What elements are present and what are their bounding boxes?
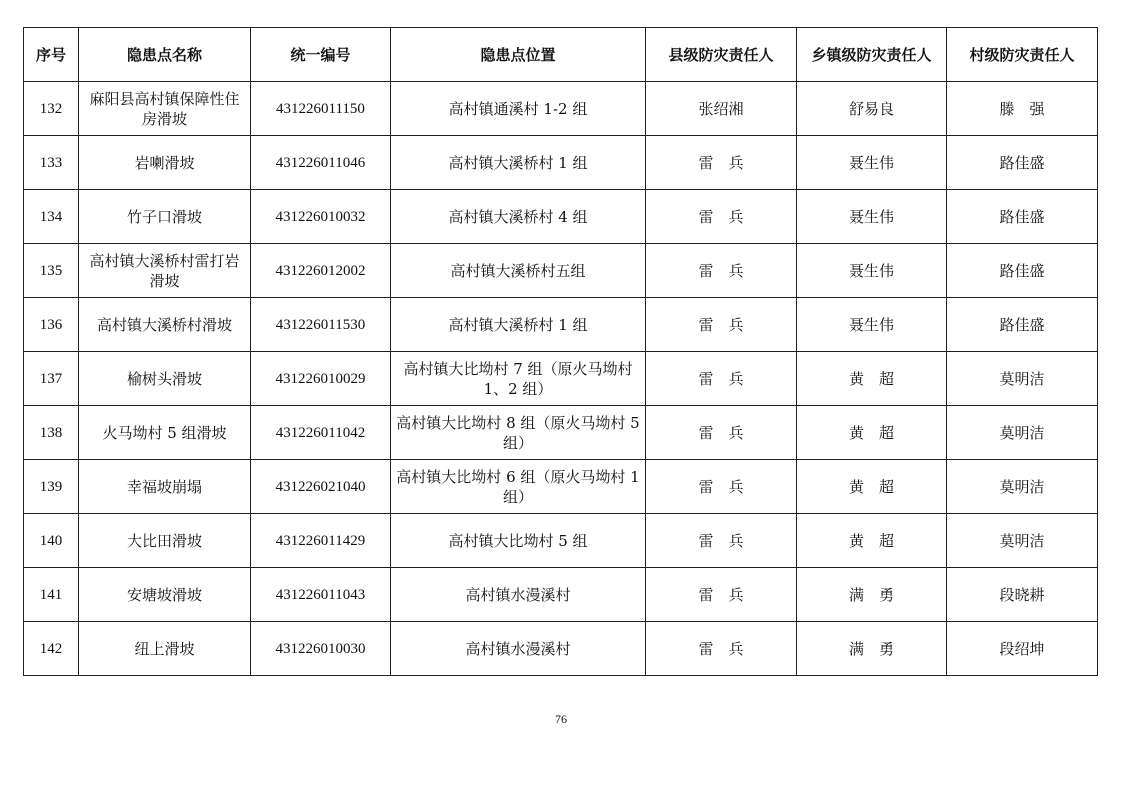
cell-town-responsible: 聂生伟 — [797, 298, 947, 352]
cell-village-responsible: 莫明洁 — [947, 514, 1098, 568]
header-hazard-location: 隐患点位置 — [391, 28, 646, 82]
cell-county-responsible: 雷 兵 — [646, 460, 797, 514]
cell-village-responsible: 段绍坤 — [947, 622, 1098, 676]
cell-hazard-location: 高村镇大比坳村 6 组（原火马坳村 1 组） — [391, 460, 646, 514]
cell-hazard-location: 高村镇通溪村 1-2 组 — [391, 82, 646, 136]
cell-town-responsible: 黄 超 — [797, 460, 947, 514]
cell-town-responsible: 聂生伟 — [797, 136, 947, 190]
table-row — [24, 298, 1098, 352]
cell-serial-number: 135 — [24, 244, 79, 298]
header-town-responsible: 乡镇级防灾责任人 — [797, 28, 947, 82]
cell-county-responsible: 雷 兵 — [646, 514, 797, 568]
cell-unified-code: 431226010032 — [251, 190, 391, 244]
cell-town-responsible: 聂生伟 — [797, 244, 947, 298]
header-village-responsible: 村级防灾责任人 — [947, 28, 1098, 82]
cell-serial-number: 142 — [24, 622, 79, 676]
cell-town-responsible: 黄 超 — [797, 352, 947, 406]
cell-village-responsible: 莫明洁 — [947, 352, 1098, 406]
cell-hazard-name: 高村镇大溪桥村滑坡 — [79, 298, 251, 352]
cell-town-responsible: 黄 超 — [797, 514, 947, 568]
cell-village-responsible: 莫明洁 — [947, 406, 1098, 460]
cell-hazard-location: 高村镇大比坳村 8 组（原火马坳村 5 组） — [391, 406, 646, 460]
cell-county-responsible: 雷 兵 — [646, 298, 797, 352]
table-row — [24, 514, 1098, 568]
cell-county-responsible: 雷 兵 — [646, 244, 797, 298]
cell-serial-number: 138 — [24, 406, 79, 460]
cell-hazard-name: 竹子口滑坡 — [79, 190, 251, 244]
cell-county-responsible: 雷 兵 — [646, 352, 797, 406]
cell-hazard-location: 高村镇大溪桥村 4 组 — [391, 190, 646, 244]
cell-town-responsible: 聂生伟 — [797, 190, 947, 244]
cell-hazard-name: 大比田滑坡 — [79, 514, 251, 568]
cell-unified-code: 431226011046 — [251, 136, 391, 190]
table-row — [24, 568, 1098, 622]
cell-unified-code: 431226011429 — [251, 514, 391, 568]
cell-hazard-name: 安塘坡滑坡 — [79, 568, 251, 622]
table-row — [24, 82, 1098, 136]
table-row — [24, 136, 1098, 190]
cell-hazard-location: 高村镇大溪桥村 1 组 — [391, 298, 646, 352]
cell-serial-number: 134 — [24, 190, 79, 244]
cell-hazard-location: 高村镇水漫溪村 — [391, 568, 646, 622]
table-body — [24, 82, 1098, 676]
cell-hazard-location: 高村镇大比坳村 7 组（原火马坳村 1、2 组） — [391, 352, 646, 406]
cell-hazard-location: 高村镇大溪桥村五组 — [391, 244, 646, 298]
cell-hazard-name: 高村镇大溪桥村雷打岩滑坡 — [79, 244, 251, 298]
cell-town-responsible: 满 勇 — [797, 622, 947, 676]
cell-serial-number: 137 — [24, 352, 79, 406]
cell-village-responsible: 滕 强 — [947, 82, 1098, 136]
table-row — [24, 406, 1098, 460]
cell-hazard-location: 高村镇水漫溪村 — [391, 622, 646, 676]
cell-serial-number: 139 — [24, 460, 79, 514]
cell-county-responsible: 张绍湘 — [646, 82, 797, 136]
cell-village-responsible: 路佳盛 — [947, 136, 1098, 190]
cell-town-responsible: 满 勇 — [797, 568, 947, 622]
header-hazard-name: 隐患点名称 — [79, 28, 251, 82]
cell-unified-code: 431226011043 — [251, 568, 391, 622]
table-row — [24, 352, 1098, 406]
cell-unified-code: 431226011042 — [251, 406, 391, 460]
cell-hazard-name: 榆树头滑坡 — [79, 352, 251, 406]
cell-serial-number: 132 — [24, 82, 79, 136]
cell-village-responsible: 路佳盛 — [947, 190, 1098, 244]
table-header — [24, 28, 1098, 82]
cell-town-responsible: 舒易良 — [797, 82, 947, 136]
cell-village-responsible: 路佳盛 — [947, 244, 1098, 298]
cell-hazard-location: 高村镇大溪桥村 1 组 — [391, 136, 646, 190]
header-unified-code: 统一编号 — [251, 28, 391, 82]
cell-serial-number: 133 — [24, 136, 79, 190]
cell-hazard-name: 幸福坡崩塌 — [79, 460, 251, 514]
cell-village-responsible: 段晓耕 — [947, 568, 1098, 622]
cell-hazard-name: 岩喇滑坡 — [79, 136, 251, 190]
cell-village-responsible: 莫明洁 — [947, 460, 1098, 514]
header-serial-number: 序号 — [24, 28, 79, 82]
page-number: 76 — [555, 712, 567, 726]
header-row — [24, 28, 1098, 82]
hazard-points-table — [23, 27, 1098, 676]
cell-county-responsible: 雷 兵 — [646, 568, 797, 622]
cell-unified-code: 431226012002 — [251, 244, 391, 298]
cell-serial-number: 136 — [24, 298, 79, 352]
cell-unified-code: 431226010029 — [251, 352, 391, 406]
cell-hazard-name: 纽上滑坡 — [79, 622, 251, 676]
cell-hazard-location: 高村镇大比坳村 5 组 — [391, 514, 646, 568]
cell-serial-number: 140 — [24, 514, 79, 568]
cell-county-responsible: 雷 兵 — [646, 136, 797, 190]
cell-hazard-name: 火马坳村 5 组滑坡 — [79, 406, 251, 460]
cell-village-responsible: 路佳盛 — [947, 298, 1098, 352]
cell-hazard-name: 麻阳县高村镇保障性住房滑坡 — [79, 82, 251, 136]
header-county-responsible: 县级防灾责任人 — [646, 28, 797, 82]
table-row — [24, 460, 1098, 514]
cell-unified-code: 431226021040 — [251, 460, 391, 514]
table-row — [24, 622, 1098, 676]
cell-county-responsible: 雷 兵 — [646, 190, 797, 244]
cell-town-responsible: 黄 超 — [797, 406, 947, 460]
table-row — [24, 244, 1098, 298]
cell-unified-code: 431226010030 — [251, 622, 391, 676]
table-row — [24, 190, 1098, 244]
cell-serial-number: 141 — [24, 568, 79, 622]
cell-unified-code: 431226011530 — [251, 298, 391, 352]
cell-unified-code: 431226011150 — [251, 82, 391, 136]
cell-county-responsible: 雷 兵 — [646, 406, 797, 460]
cell-county-responsible: 雷 兵 — [646, 622, 797, 676]
